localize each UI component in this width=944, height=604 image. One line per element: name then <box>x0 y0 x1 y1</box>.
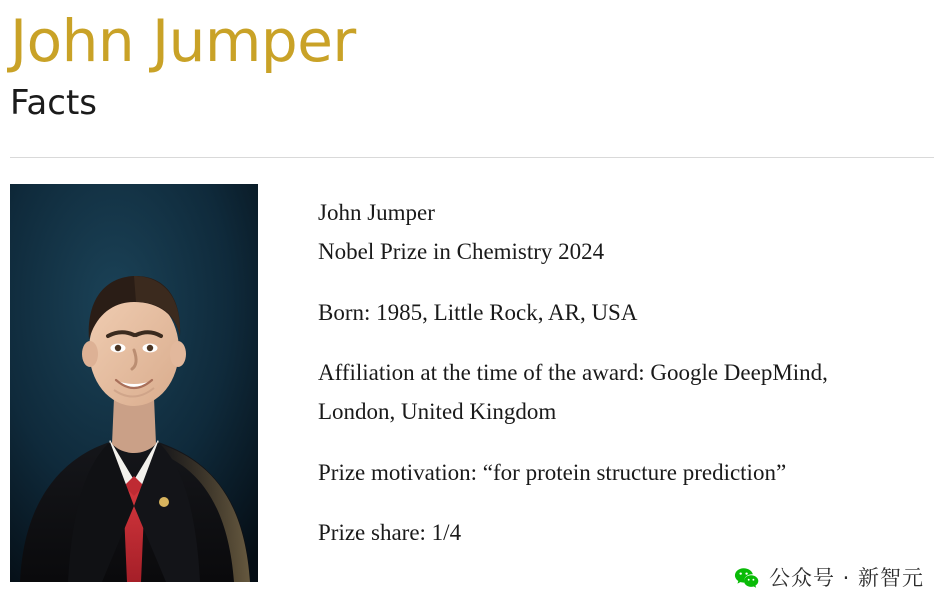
watermark <box>729 560 928 594</box>
facts-born: Born: 1985, Little Rock, AR, USA <box>318 299 638 325</box>
facts-affiliation-line1: Affiliation at the time of the award: Google DeepMind, <box>318 360 828 386</box>
facts-text-block <box>318 184 828 574</box>
facts-affiliation-line2: London, United Kingdom <box>318 398 557 424</box>
facts-motivation: Prize motivation: “for protein structure prediction” <box>318 459 787 485</box>
portrait-image <box>10 184 258 582</box>
wechat-icon <box>733 564 760 591</box>
page-title: John Jumper <box>10 7 356 75</box>
facts-prize-share: Prize share: 1/4 <box>318 520 462 546</box>
laureate-name-line <box>318 194 828 271</box>
facts-name: John Jumper <box>318 200 435 226</box>
watermark-text: 公众号 · 新智元 <box>768 566 924 590</box>
portrait-illustration <box>10 184 258 582</box>
section-title: Facts <box>10 82 98 123</box>
page-header <box>0 0 944 123</box>
facts-prize: Nobel Prize in Chemistry 2024 <box>318 239 605 265</box>
horizontal-divider <box>10 157 934 158</box>
facts-affiliation <box>318 354 828 431</box>
facts-content <box>0 184 944 582</box>
